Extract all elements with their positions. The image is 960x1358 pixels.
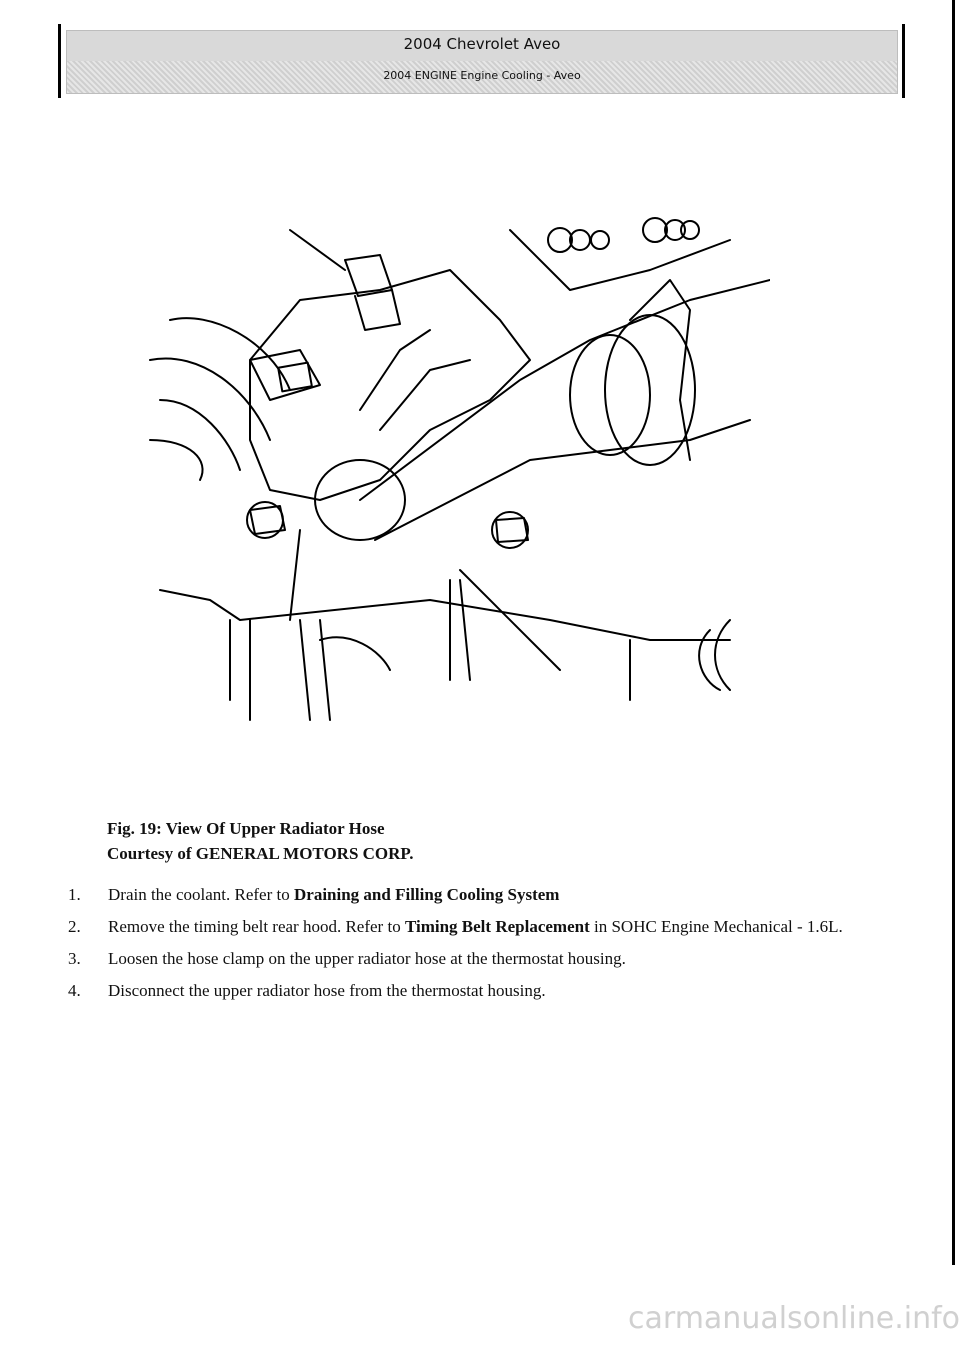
step-number: 4. <box>68 981 81 1000</box>
header-title: 2004 Chevrolet Aveo <box>403 35 561 53</box>
procedure-steps <box>68 882 908 1010</box>
step-text-after: in SOHC Engine Mechanical - 1.6L. <box>589 917 843 936</box>
step-reference-link[interactable]: Timing Belt Replacement <box>404 917 590 936</box>
step-reference-link[interactable]: Draining and Filling Cooling System <box>294 885 560 904</box>
page-header <box>66 30 898 94</box>
figure-caption <box>107 816 414 866</box>
upper-radiator-hose-illustration <box>130 200 770 740</box>
caption-title: Fig. 19: View Of Upper Radiator Hose <box>107 819 385 838</box>
step-1 <box>68 882 908 908</box>
step-text: Remove the timing belt rear hood. Refer to <box>108 917 405 936</box>
header-frame-left <box>58 24 61 98</box>
step-number: 1. <box>68 885 81 904</box>
step-3 <box>68 946 908 972</box>
header-frame-right <box>902 24 905 98</box>
page-right-rule <box>952 0 955 1265</box>
step-text: Disconnect the upper radiator hose from the thermostat housing. <box>108 981 546 1000</box>
step-4 <box>68 978 908 1004</box>
caption-courtesy: Courtesy of GENERAL MOTORS CORP. <box>107 844 414 863</box>
footer-watermark: carmanualsonline.info <box>628 1301 960 1336</box>
header-subtitle: 2004 ENGINE Engine Cooling - Aveo <box>383 69 581 82</box>
step-number: 2. <box>68 917 81 936</box>
step-text: Loosen the hose clamp on the upper radiator hose at the thermostat housing. <box>108 949 626 968</box>
step-2 <box>68 914 908 940</box>
step-number: 3. <box>68 949 81 968</box>
step-text: Drain the coolant. Refer to <box>108 885 294 904</box>
